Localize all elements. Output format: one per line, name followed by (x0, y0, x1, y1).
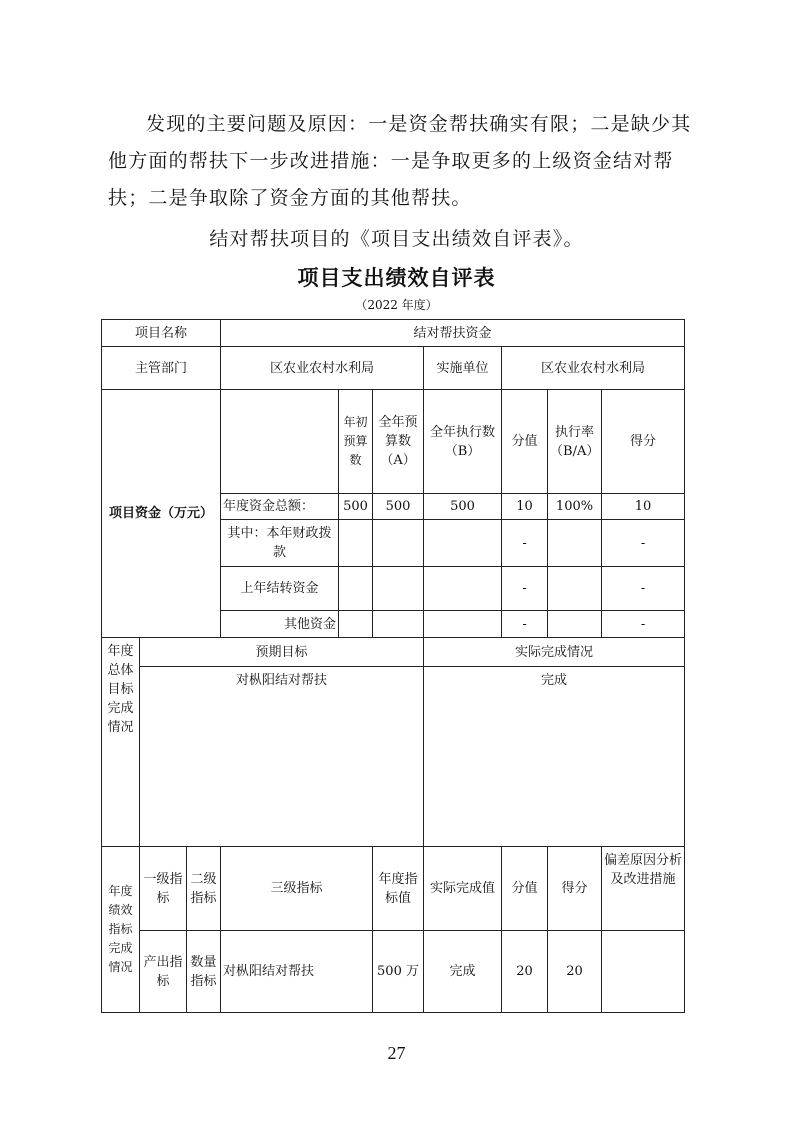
ind-actual: 完成 (424, 931, 502, 1013)
ind-level2: 数量指标 (187, 931, 221, 1013)
funds-row-label: 其中：本年财政拨款 (221, 520, 339, 567)
funds-cell: - (602, 611, 685, 638)
funds-cell (373, 567, 424, 611)
funds-header-score-value: 分值 (502, 390, 548, 494)
ind-score-value: 20 (502, 931, 548, 1013)
ind-level1: 产出指标 (140, 931, 187, 1013)
impl-label: 实施单位 (424, 347, 502, 390)
dept-label: 主管部门 (102, 347, 221, 390)
row-goals-body (102, 667, 685, 847)
intro-paragraph: 发现的主要问题及原因：一是资金帮扶确实有限；二是缺少其他方面的帮扶下一步改进措施：一是争取更多的上级资金结对帮扶；二是争取除了资金方面的其他帮扶。 (108, 113, 692, 209)
ind-level3: 对枞阳结对帮扶 (221, 931, 373, 1013)
funds-header-initial: 年初预算数 (339, 390, 373, 494)
funds-header-score: 得分 (602, 390, 685, 494)
funds-cell (339, 611, 373, 638)
row-goals-header (102, 638, 685, 667)
funds-cell: - (602, 567, 685, 611)
dept-value: 区农业农村水利局 (221, 347, 424, 390)
funds-cell: 10 (602, 494, 685, 520)
funds-cell (424, 611, 502, 638)
indicators-label: 年度绩效指标完成情况 (102, 847, 140, 1013)
project-name-value: 结对帮扶资金 (221, 320, 685, 347)
ind-header-level2: 二级指标 (187, 847, 221, 931)
funds-row-label: 年度资金总额： (221, 494, 339, 520)
funds-header-executed: 全年执行数（B） (424, 390, 502, 494)
ind-header-score-value: 分值 (502, 847, 548, 931)
goals-actual: 完成 (424, 667, 685, 847)
funds-label-text: 项目资金（万元） (109, 506, 214, 521)
form-title: 项目支出绩效自评表 (297, 266, 496, 290)
self-evaluation-table (101, 319, 685, 1013)
funds-cell (548, 611, 602, 638)
goals-expected: 对枞阳结对帮扶 (140, 667, 424, 847)
funds-row-label: 上年结转资金 (221, 567, 339, 611)
funds-row-label: 其他资金 (221, 611, 339, 638)
project-name-label: 项目名称 (102, 320, 221, 347)
funds-cell (548, 520, 602, 567)
ind-header-actual: 实际完成值 (424, 847, 502, 931)
table-caption: 结对帮扶项目的《项目支出绩效自评表》。 (209, 228, 584, 250)
row-project-name (102, 320, 685, 347)
funds-cell: 10 (502, 494, 548, 520)
funds-cell (339, 520, 373, 567)
form-year: （2022 年度） (355, 298, 438, 312)
ind-reason (602, 931, 685, 1013)
ind-header-target: 年度指标值 (373, 847, 424, 931)
funds-cell (548, 567, 602, 611)
funds-cell (373, 520, 424, 567)
ind-target: 500 万 (373, 931, 424, 1013)
funds-cell (424, 520, 502, 567)
goals-label: 年度总体目标完成情况 (102, 638, 140, 847)
indicator-row (102, 931, 685, 1013)
goals-expected-header: 预期目标 (140, 638, 424, 667)
funds-header-annual: 全年预算数（A） (373, 390, 424, 494)
funds-label (102, 390, 221, 638)
funds-cell: 500 (373, 494, 424, 520)
ind-header-reason: 偏差原因分析及改进措施 (602, 847, 685, 931)
impl-value: 区农业农村水利局 (502, 347, 685, 390)
row-indicators-header (102, 847, 685, 931)
funds-cell (339, 567, 373, 611)
funds-cell: - (602, 520, 685, 567)
funds-cell (424, 567, 502, 611)
ind-score: 20 (548, 931, 602, 1013)
row-funds-header (102, 390, 685, 494)
funds-header-rate: 执行率（B/A） (548, 390, 602, 494)
ind-header-level1: 一级指标 (140, 847, 187, 931)
funds-cell (373, 611, 424, 638)
funds-cell: - (502, 520, 548, 567)
row-department (102, 347, 685, 390)
funds-cell: 500 (424, 494, 502, 520)
funds-header-blank (221, 390, 339, 494)
funds-cell: - (502, 567, 548, 611)
goals-actual-header: 实际完成情况 (424, 638, 685, 667)
funds-cell: 100% (548, 494, 602, 520)
funds-cell: - (502, 611, 548, 638)
funds-cell: 500 (339, 494, 373, 520)
ind-header-level3: 三级指标 (221, 847, 373, 931)
ind-header-score: 得分 (548, 847, 602, 931)
page-number: 27 (387, 1043, 406, 1063)
